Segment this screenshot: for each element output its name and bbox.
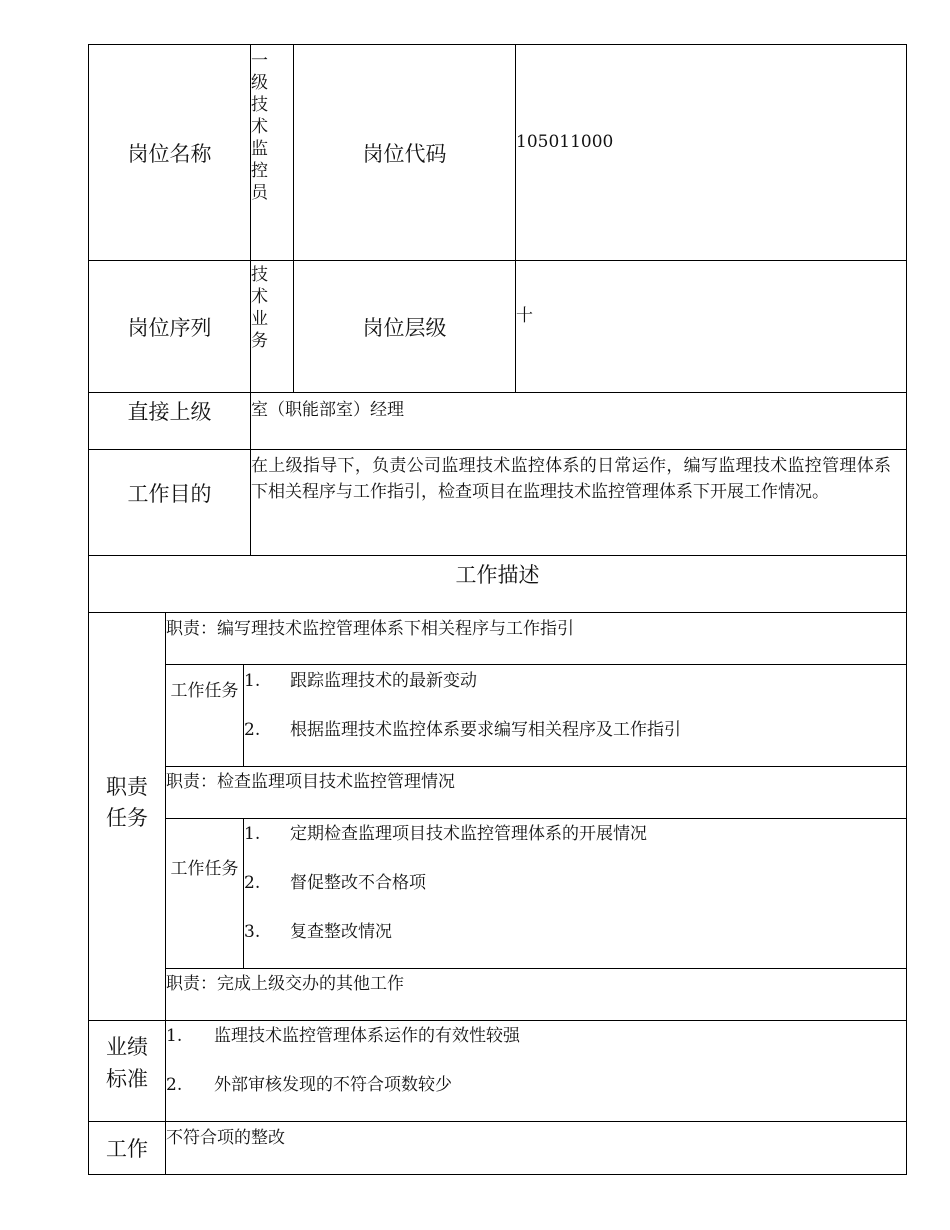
- post-series-value: 技术业务: [251, 265, 268, 351]
- duty-title-2: 职责：检查监理项目技术监控管理情况: [166, 772, 455, 792]
- superior-label: 直接上级: [127, 400, 212, 424]
- duty-section-label-line-1: 职责: [106, 775, 148, 799]
- post-level-label: 岗位层级: [362, 315, 447, 340]
- performance-label-line-1: 业绩: [106, 1035, 148, 1059]
- post-code-label: 岗位代码: [362, 141, 447, 166]
- task-item: [244, 821, 894, 847]
- task-number: 1.: [244, 671, 261, 691]
- row-line: [88, 612, 907, 613]
- post-name-value: 一级技术监控员: [251, 51, 268, 203]
- row-line: [88, 1121, 907, 1122]
- row-line: [165, 818, 907, 819]
- row-line: [165, 766, 907, 767]
- task-text: 督促整改不合格项: [290, 873, 426, 893]
- description-title: 工作描述: [455, 563, 540, 587]
- task-number: 3.: [244, 922, 261, 942]
- performance-number: 2.: [166, 1075, 183, 1095]
- row-line: [88, 1020, 907, 1021]
- purpose-value: 在上级指导下，负责公司监理技术监控体系的日常运作，编写监理技术监控管理体系下相关程序与工作指引，检查项目在监理技术监控管理体系下开展工作情况。: [251, 456, 891, 502]
- table-border-right: [906, 44, 907, 1175]
- performance-label: [89, 1031, 165, 1095]
- task-item: [244, 919, 894, 945]
- task-label-1: 工作任务: [170, 681, 239, 701]
- task-text: 根据监理技术监控体系要求编写相关程序及工作指引: [290, 720, 681, 740]
- superior-value: 室（职能部室）经理: [251, 400, 404, 420]
- task-number: 2.: [244, 720, 261, 740]
- row-line: [165, 968, 907, 969]
- performance-text: 监理技术监控管理体系运作的有效性较强: [214, 1026, 520, 1046]
- task-item: [244, 717, 894, 743]
- performance-item: [166, 1023, 896, 1049]
- task-item: [244, 870, 894, 896]
- performance-text: 外部审核发现的不符合项数较少: [214, 1075, 452, 1095]
- performance-number: 1.: [166, 1026, 183, 1046]
- task-text: 定期检查监理项目技术监控管理体系的开展情况: [290, 824, 647, 844]
- task-number: 2.: [244, 873, 261, 893]
- col-line: [515, 44, 516, 393]
- performance-item: [166, 1072, 896, 1098]
- duty-title-3: 职责：完成上级交办的其他工作: [166, 974, 404, 994]
- post-code-value: 105011000: [516, 132, 614, 152]
- task-text: 复查整改情况: [290, 922, 392, 942]
- post-name-label: 岗位名称: [127, 141, 212, 166]
- duty-section-label: [89, 772, 165, 834]
- task-label-2: 工作任务: [170, 859, 239, 879]
- post-level-value: 十: [516, 306, 533, 326]
- performance-label-line-2: 标准: [106, 1067, 148, 1091]
- task-text: 跟踪监理技术的最新变动: [290, 671, 477, 691]
- task-item: [244, 668, 894, 694]
- row-line: [165, 664, 907, 665]
- table-border-bottom: [88, 1174, 907, 1175]
- task-number: 1.: [244, 824, 261, 844]
- work-value: 不符合项的整改: [166, 1128, 285, 1148]
- work-label: 工作: [106, 1137, 148, 1161]
- duty-section-label-line-2: 任务: [106, 806, 148, 830]
- purpose-label: 工作目的: [127, 482, 212, 506]
- post-series-label: 岗位序列: [127, 315, 212, 340]
- duty-title-1: 职责：编写理技术监控管理体系下相关程序与工作指引: [166, 619, 574, 639]
